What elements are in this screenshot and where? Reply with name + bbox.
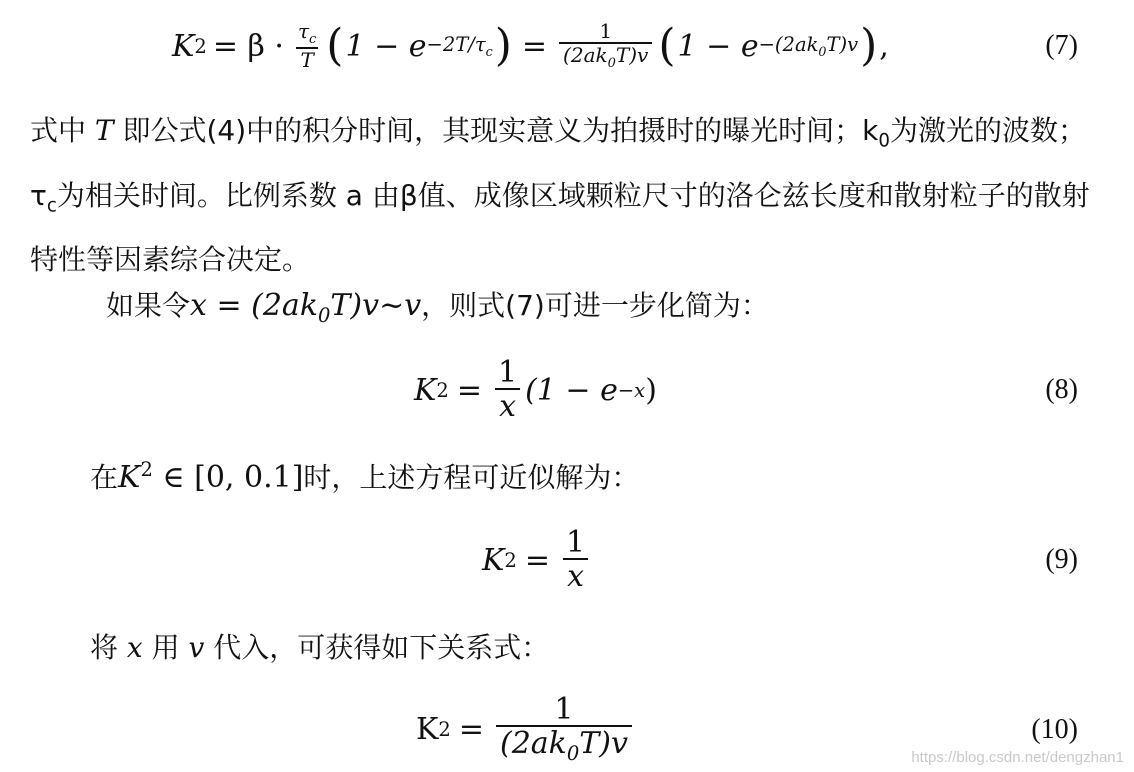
equation-8 [414,354,657,426]
eq7-left-paren-2: ( [658,20,676,71]
eq7-exp1: $-2T/\tau_c$ [426,33,493,59]
eq8-frac-num: 1 [497,354,518,390]
eq7-lhs-sup: 2 [194,34,207,58]
eq7-right-paren-2: ) [860,20,878,71]
eq7-fraction-tau-over-T [294,21,320,71]
eq10-frac-den: $(2ak_0T)v$ [496,725,632,764]
eq7-fraction-one-over-2akTv [559,18,652,71]
eq7-comma: , [879,28,889,64]
line4-var-x: x [126,631,143,664]
line4-var-v: v [188,631,205,664]
eq9-lhs: K [482,542,505,578]
equation-10-number: (10) [1031,714,1078,745]
eq10-fraction [496,691,632,766]
eq8-frac-den: x [495,388,520,423]
paragraph-definitions [30,104,1110,287]
equation-9 [482,524,593,596]
para1-text-d: 为相关时间。比例系数 a 由β值、成像区域颗粒尺寸的洛仑兹长度和散射粒子的散射特性等因素综合决定。 [30,178,1090,277]
para1-text-c: 为激光的波数；τ [30,114,1086,212]
paragraph-approximation [90,456,639,496]
eq7-one-minus: 1 − e [345,28,427,64]
line3-text-a: 在 [90,461,119,494]
para1-tau-sub: c [46,195,57,217]
eq10-lhs: K [416,711,439,747]
line2-text-b: ，则式(7)可进一步化简为： [421,289,769,322]
eq8-exp: −x [617,378,646,402]
line4-text-c: 代入，可获得如下关系式： [204,631,550,664]
watermark: https://blog.csdn.net/dengzhan1 [911,749,1124,766]
eq8-fraction [494,354,521,425]
equation-8-number: (8) [1045,374,1078,405]
para1-k-sub: 0 [878,130,890,152]
eq10-lhs-sup: 2 [438,717,451,741]
line2-text-a: 如果令 [106,289,191,322]
eq7-frac2-num: 1 [599,18,613,43]
equation-10 [416,692,636,766]
line4-text-b: 用 [142,631,189,664]
line3-math: $K^2$ ∈ [0, 0.1] [118,458,304,495]
eq9-frac-den: x [563,558,588,593]
eq8-close: ) [645,372,657,408]
line3-text-b: 时，上述方程可近似解为： [303,461,640,494]
eq8-rhs: (1 − e [525,372,618,408]
eq10-equals: = [458,711,484,747]
equation-9-number: (9) [1045,544,1078,575]
para1-text-a: 式中 [30,114,95,147]
eq7-beta-dot: = β · [212,28,284,64]
eq7-equals: = [521,28,548,64]
eq7-exp2: $-(2ak_0T)v$ [758,33,859,59]
eq7-one-minus-2: 1 − e [677,28,759,64]
eq7-left-paren: ( [326,20,344,71]
eq8-equals: = [456,372,482,408]
eq7-frac1-den: T [296,47,317,71]
eq9-fraction [562,524,589,595]
eq7-lhs: K [172,28,195,64]
eq7-frac1-num: τ [297,19,310,44]
eq7-frac1-num-sub: c [309,32,317,48]
para1-var-T: T [94,114,114,147]
line2-math: $x = (2ak_0T)v\sim v$ [190,288,422,327]
eq8-lhs-sup: 2 [436,378,449,402]
eq7-right-paren: ) [494,20,512,71]
para1-text-b: 即公式(4)中的积分时间，其现实意义为拍摄时的曝光时间；k [113,114,879,147]
equation-7-number: (7) [1045,30,1078,61]
eq9-equals: = [524,542,550,578]
eq10-frac-num: 1 [554,691,574,727]
paragraph-relation [90,626,549,666]
line4-text-a: 将 [90,631,127,664]
eq9-frac-num: 1 [565,524,586,560]
eq7-frac2-den: $(2ak_0T)v$ [559,42,652,71]
paragraph-substitution [106,284,769,327]
eq8-lhs: K [414,372,437,408]
equation-7 [172,14,889,78]
eq9-lhs-sup: 2 [504,548,517,572]
